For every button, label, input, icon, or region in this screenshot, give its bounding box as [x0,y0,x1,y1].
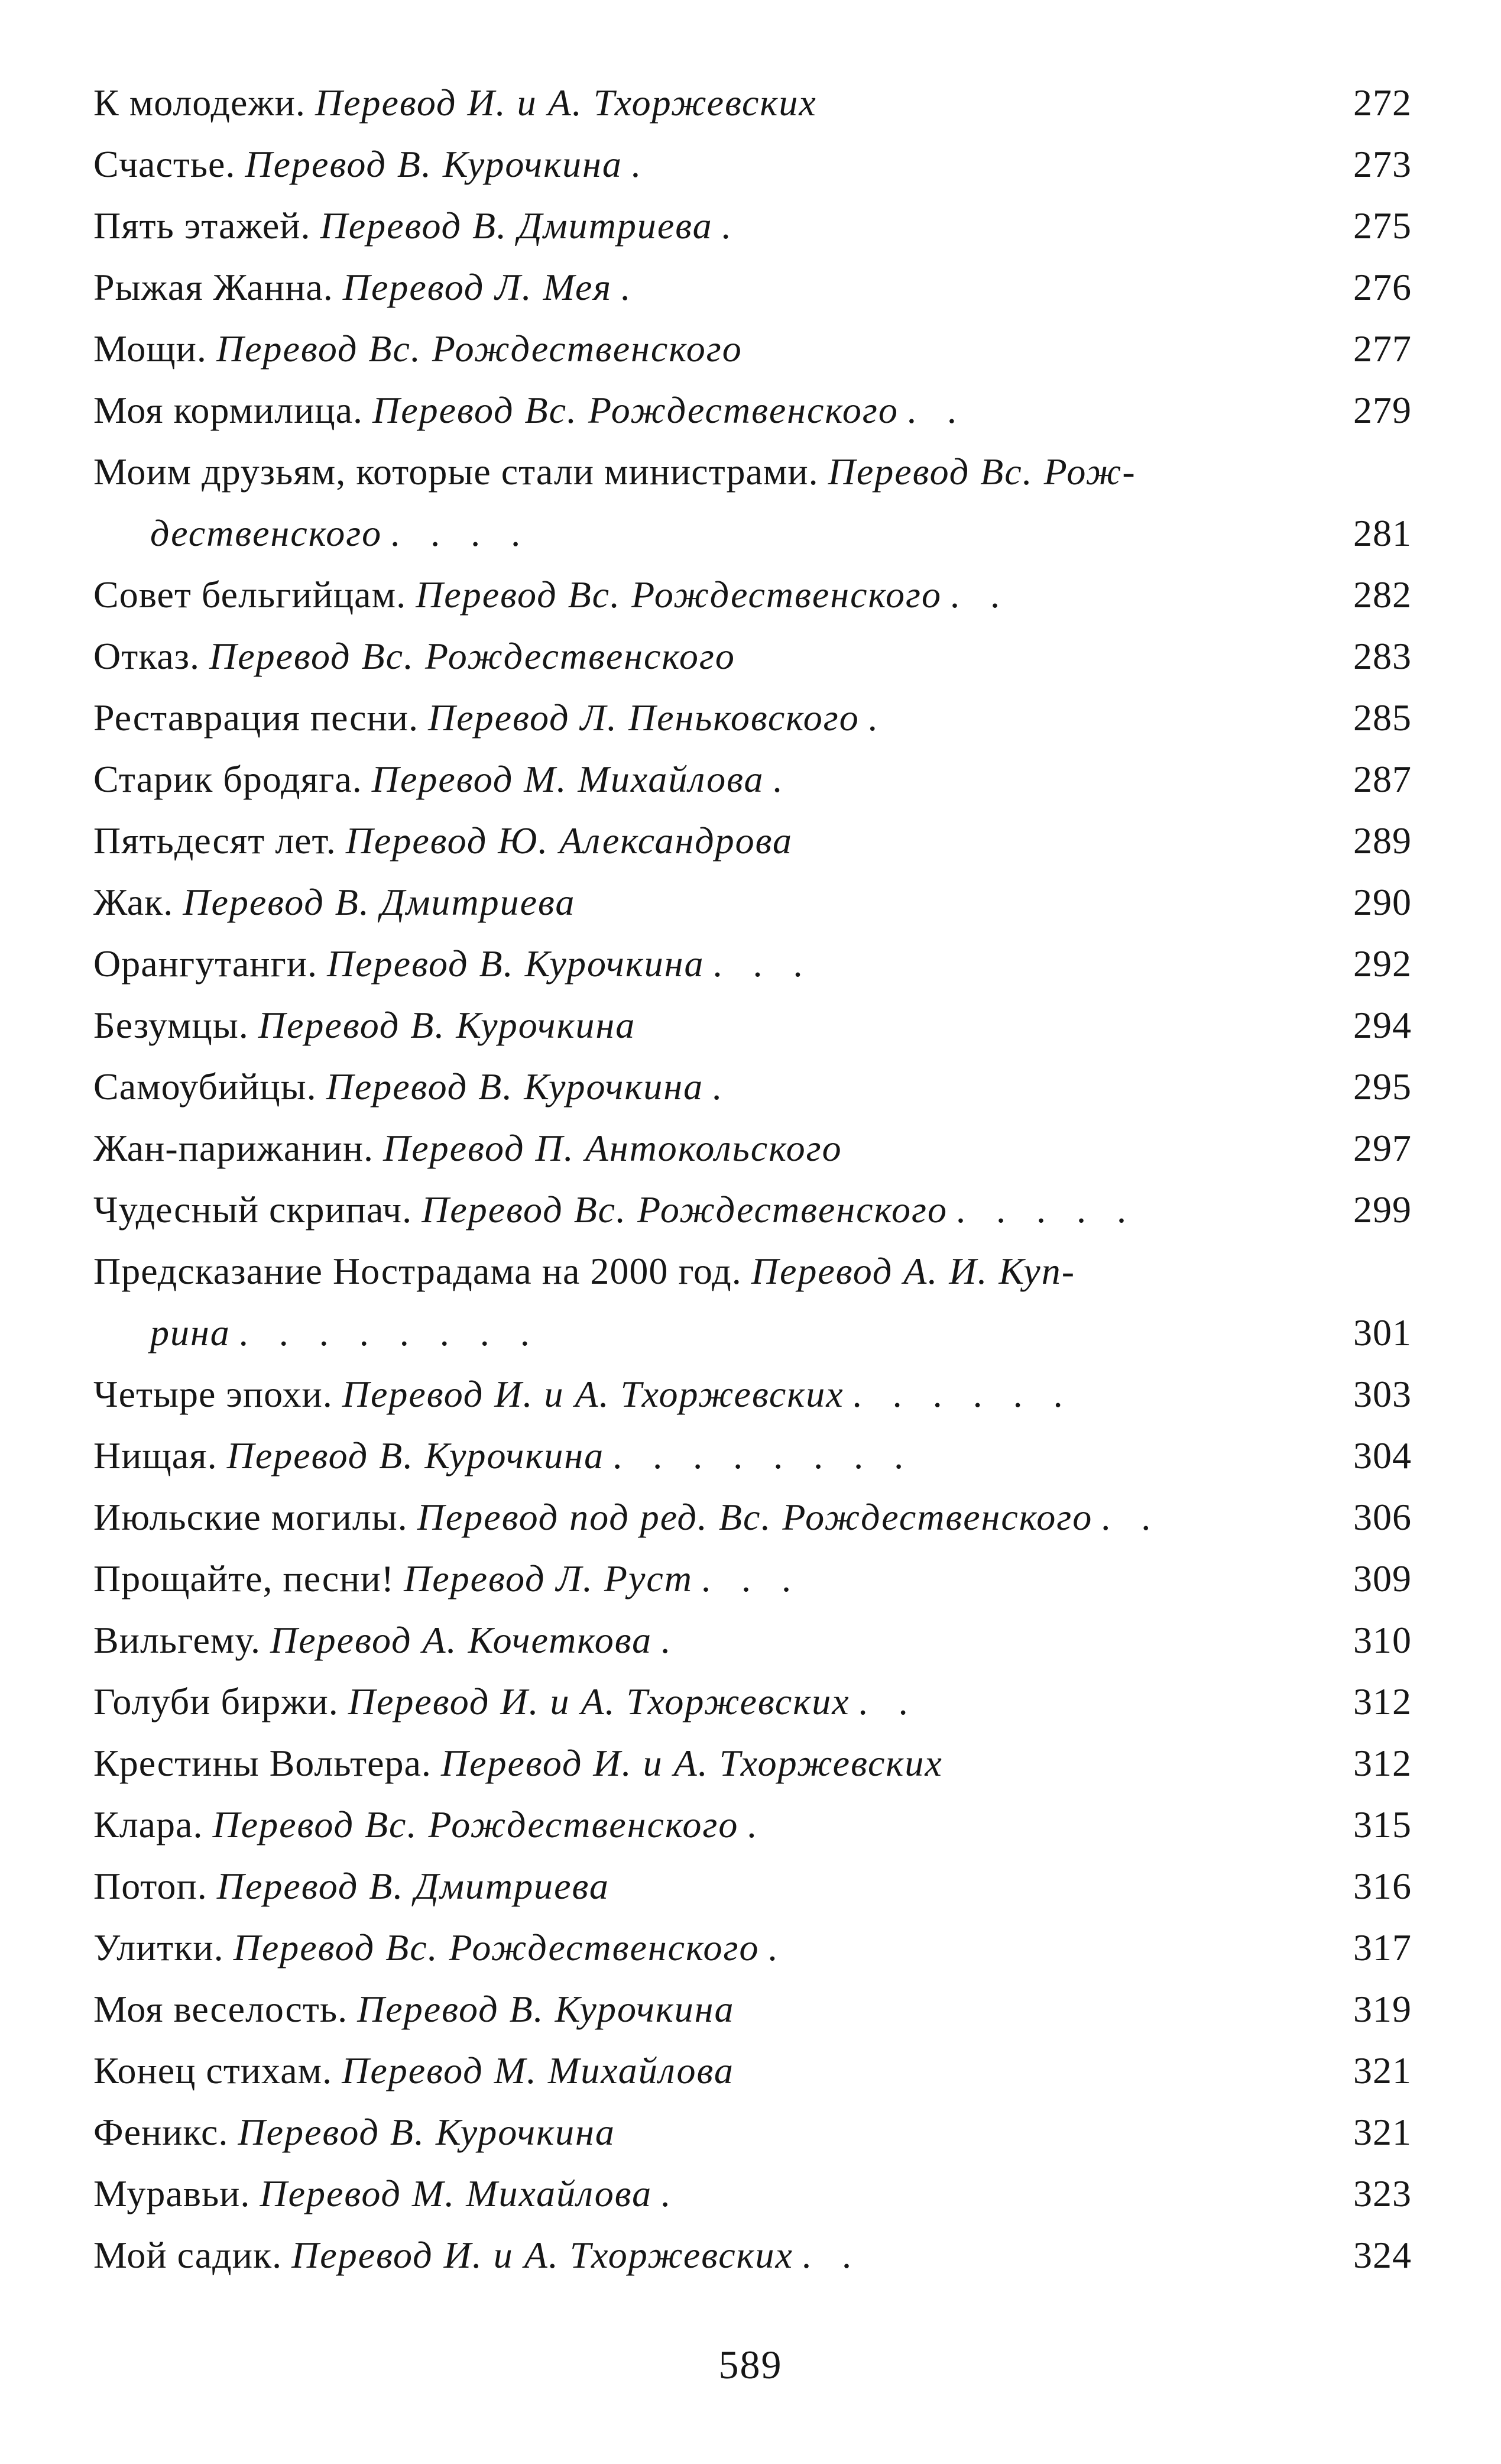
dot-leader: . [660,1619,681,1661]
entry-page-number: 321 [1353,2111,1412,2153]
entry-translator: Перевод А. И. Куп- [751,1250,1075,1292]
entry-title: Пять этажей. [93,205,311,247]
entry-title: Чудесный скрипач. [93,1189,413,1231]
entry-page-number: 287 [1353,758,1412,800]
toc-entry [93,134,1412,195]
entry-title: Нищая. [93,1435,218,1477]
dot-leader: . . . . . . . . [238,1312,540,1354]
toc-entry [93,318,1412,380]
entry-page-number: 273 [1353,143,1412,185]
toc-entry-text [93,2040,734,2102]
entry-translator: Перевод В. Курочкина [226,1435,605,1477]
entry-page-number: 282 [1353,574,1412,616]
entry-translator: Перевод В. Курочкина [238,2111,615,2153]
toc-entry-text [93,1548,802,1610]
toc-entry-text [93,1610,680,1671]
entry-translator: Перевод В. Дмитриева [320,205,713,247]
entry-translator: Перевод Л. Пеньковского [428,697,860,739]
toc-entry-text [93,564,1010,626]
entry-translator: Перевод М. Михайлова [371,758,764,800]
dot-leader: . [867,697,888,739]
entry-translator: Перевод М. Михайлова [260,2172,653,2214]
entry-page-number: 292 [1353,943,1412,985]
toc-entry [93,1179,1412,1241]
entry-page-number: 275 [1353,205,1412,247]
entry-page-number: 290 [1353,881,1412,923]
toc-entry-continuation [93,1302,1412,1364]
page-number-footer: 589 [718,2342,783,2387]
toc-entry-text [93,1364,1074,1425]
entry-title: Отказ. [93,635,200,677]
toc-entry-text [93,1671,919,1733]
entry-translator: дественского [150,512,382,554]
entry-translator: Перевод В. Курочкина [326,1066,704,1108]
toc-entry [93,2225,1412,2286]
entry-title: Мой садик. [93,2234,283,2276]
toc-entry-text [93,441,1136,503]
toc-entry-text [93,1425,914,1487]
entry-page-number: 294 [1353,1004,1412,1046]
toc-entry [93,1979,1412,2040]
entry-translator: Перевод И. и А. Тхоржевских [342,1373,844,1415]
toc-entry-text [93,810,793,872]
entry-translator: Перевод И. и А. Тхоржевских [440,1742,943,1784]
toc-entry [93,749,1412,810]
entry-page-number: 301 [1353,1312,1412,1354]
entry-page-number: 303 [1353,1373,1412,1415]
entry-translator: Перевод В. Дмитриева [183,881,576,923]
toc-entry [93,1733,1412,1794]
toc-entry [93,1364,1412,1425]
entry-translator: Перевод Вс. Рождественского [372,389,899,431]
entry-translator: Перевод И. и А. Тхоржевских [315,82,817,124]
entry-page-number: 285 [1353,697,1412,739]
entry-page-number: 316 [1353,1865,1412,1907]
toc-entry-text [93,933,813,995]
entry-translator: Перевод В. Курочкина [357,1988,735,2030]
toc-entry [93,1610,1412,1671]
toc-entry-text [93,626,735,687]
entry-page-number: 299 [1353,1189,1412,1231]
entry-page-number: 324 [1353,2234,1412,2276]
entry-page-number: 306 [1353,1496,1412,1538]
entry-page-number: 312 [1353,1742,1412,1784]
entry-page-number: 310 [1353,1619,1412,1661]
toc-entry-text [93,1179,1137,1241]
toc-entry-text [93,1979,735,2040]
entry-title: Моя кормилица. [93,389,363,431]
entry-title: Прощайте, песни! [93,1558,394,1600]
dot-leader: . [747,1804,767,1845]
entry-title: Феникс. [93,2111,229,2153]
entry-title: Совет бельгийцам. [93,574,407,616]
entry-translator: Перевод И. и А. Тхоржевских [291,2234,793,2276]
entry-translator: Перевод П. Антокольского [383,1127,842,1169]
toc-entry [93,1056,1412,1118]
toc-entry-text [150,503,531,564]
toc-entry [93,257,1412,318]
dot-leader: . . [858,1681,919,1722]
toc-entry-text [93,1856,610,1917]
dot-leader: . . . . . . . . [612,1435,915,1477]
toc-entry [93,2102,1412,2163]
dot-leader: . . [801,2234,862,2276]
entry-title: Июльские могилы. [93,1496,408,1538]
entry-page-number: 304 [1353,1435,1412,1477]
entry-translator: Перевод И. и А. Тхоржевских [348,1681,850,1722]
entry-title: Моим друзьям, которые стали министрами. [93,451,819,493]
entry-translator: Перевод Ю. Александрова [345,820,793,862]
toc-entry [93,380,1412,441]
entry-title: Орангутанги. [93,943,318,985]
toc-entry-text [93,872,575,933]
toc-entry-text [93,380,967,441]
toc-entry [93,564,1412,626]
entry-page-number: 297 [1353,1127,1412,1169]
dot-leader: . . . . . [955,1189,1137,1231]
toc-entry-text [93,257,640,318]
toc-entry-text [93,1733,943,1794]
toc-entry-text [93,995,636,1056]
toc-entry-text [93,318,743,380]
dot-leader: . [772,758,793,800]
entry-translator: Перевод В. Курочкина [258,1004,636,1046]
entry-title: Счастье. [93,143,236,185]
toc-entry-text [93,749,792,810]
entry-page-number: 279 [1353,389,1412,431]
toc-entry-text [93,1056,732,1118]
entry-title: К молодежи. [93,82,306,124]
entry-translator: Перевод В. Курочкина [245,143,623,185]
dot-leader: . . . [701,1558,802,1600]
entry-title: Четыре эпохи. [93,1373,333,1415]
toc-entry-text [93,134,651,195]
toc-entry [93,2163,1412,2225]
entry-page-number: 321 [1353,2049,1412,2091]
table-of-contents [93,72,1412,2286]
dot-leader: . . [906,389,967,431]
toc-entry [93,872,1412,933]
toc-entry-text [150,1302,540,1364]
toc-entry [93,441,1412,503]
entry-translator: Перевод Вс. Рождественского [422,1189,948,1231]
entry-title: Старик бродяга. [93,758,362,800]
toc-entry-text [93,2163,680,2225]
dot-leader: . . [1101,1496,1162,1538]
entry-translator: Перевод Вс. Рождественского [233,1926,760,1968]
toc-entry [93,1487,1412,1548]
toc-entry-text [93,1241,1075,1302]
toc-entry [93,933,1412,995]
entry-page-number: 283 [1353,635,1412,677]
toc-entry [93,1917,1412,1979]
entry-page-number: 276 [1353,266,1412,308]
dot-leader: . [620,266,641,308]
entry-translator: Перевод Вс. Рож- [828,451,1136,493]
entry-title: Потоп. [93,1865,208,1907]
toc-entry-text [93,1794,767,1856]
entry-page-number: 281 [1353,512,1412,554]
toc-entry [93,1856,1412,1917]
toc-entry-text [93,1487,1161,1548]
dot-leader: . . . . . . [852,1373,1074,1415]
toc-entry [93,72,1412,134]
toc-entry [93,195,1412,257]
entry-title: Крестины Вольтера. [93,1742,432,1784]
entry-page-number: 277 [1353,328,1412,370]
entry-title: Самоубийцы. [93,1066,317,1108]
toc-entry [93,1425,1412,1487]
entry-translator: Перевод В. Курочкина [327,943,705,985]
entry-title: Пятьдесят лет. [93,820,336,862]
dot-leader: . [660,2172,681,2214]
toc-entry [93,1118,1412,1179]
entry-page-number: 315 [1353,1804,1412,1845]
dot-leader: . . [949,574,1010,616]
entry-page-number: 312 [1353,1681,1412,1722]
entry-title: Голуби биржи. [93,1681,339,1722]
dot-leader: . . . . [390,512,531,554]
entry-title: Моя веселость. [93,1988,348,2030]
entry-translator: Перевод Л. Мея [342,266,612,308]
entry-title: Улитки. [93,1926,224,1968]
entry-page-number: 309 [1353,1558,1412,1600]
dot-leader: . [630,143,651,185]
entry-title: Клара. [93,1804,203,1845]
entry-title: Муравьи. [93,2172,251,2214]
entry-translator: Перевод под ред. Вс. Рождественского [417,1496,1093,1538]
entry-translator: Перевод Вс. Рождественского [212,1804,739,1845]
entry-title: Безумцы. [93,1004,249,1046]
entry-title: Мощи. [93,328,207,370]
toc-entry [93,1671,1412,1733]
toc-entry-text [93,2102,615,2163]
toc-entry-text [93,687,888,749]
entry-page-number: 323 [1353,2172,1412,2214]
toc-entry-text [93,195,741,257]
entry-title: Реставрация песни. [93,697,419,739]
entry-page-number: 272 [1353,82,1412,124]
toc-entry [93,687,1412,749]
dot-leader: . [721,205,741,247]
entry-translator: Перевод Вс. Рождественского [416,574,942,616]
entry-translator: Перевод В. Дмитриева [216,1865,610,1907]
toc-entry [93,1794,1412,1856]
entry-title: Конец стихам. [93,2049,333,2091]
toc-entry [93,995,1412,1056]
toc-entry-text [93,2225,862,2286]
entry-page-number: 289 [1353,820,1412,862]
entry-title: Вильгему. [93,1619,261,1661]
entry-translator: Перевод А. Кочеткова [270,1619,653,1661]
toc-entry [93,1548,1412,1610]
entry-translator: Перевод М. Михайлова [342,2049,734,2091]
entry-title: Рыжая Жанна. [93,266,333,308]
entry-translator: Перевод Вс. Рождественского [209,635,735,677]
entry-page-number: 295 [1353,1066,1412,1108]
toc-entry-continuation [93,503,1412,564]
toc-entry [93,626,1412,687]
toc-entry [93,2040,1412,2102]
entry-page-number: 319 [1353,1988,1412,2030]
toc-entry-text [93,1118,842,1179]
entry-translator: Перевод Л. Руст [404,1558,693,1600]
entry-title: Жак. [93,881,174,923]
toc-entry [93,1241,1412,1302]
entry-translator: Перевод Вс. Рождественского [216,328,743,370]
dot-leader: . [712,1066,732,1108]
dot-leader: . . . [712,943,813,985]
entry-title: Жан-парижанин. [93,1127,374,1169]
toc-entry [93,810,1412,872]
toc-entry-text [93,72,817,134]
dot-leader: . [767,1926,788,1968]
entry-title: Предсказание Нострадама на 2000 год. [93,1250,742,1292]
toc-entry-text [93,1917,787,1979]
entry-translator: рина [150,1312,231,1354]
entry-page-number: 317 [1353,1926,1412,1968]
